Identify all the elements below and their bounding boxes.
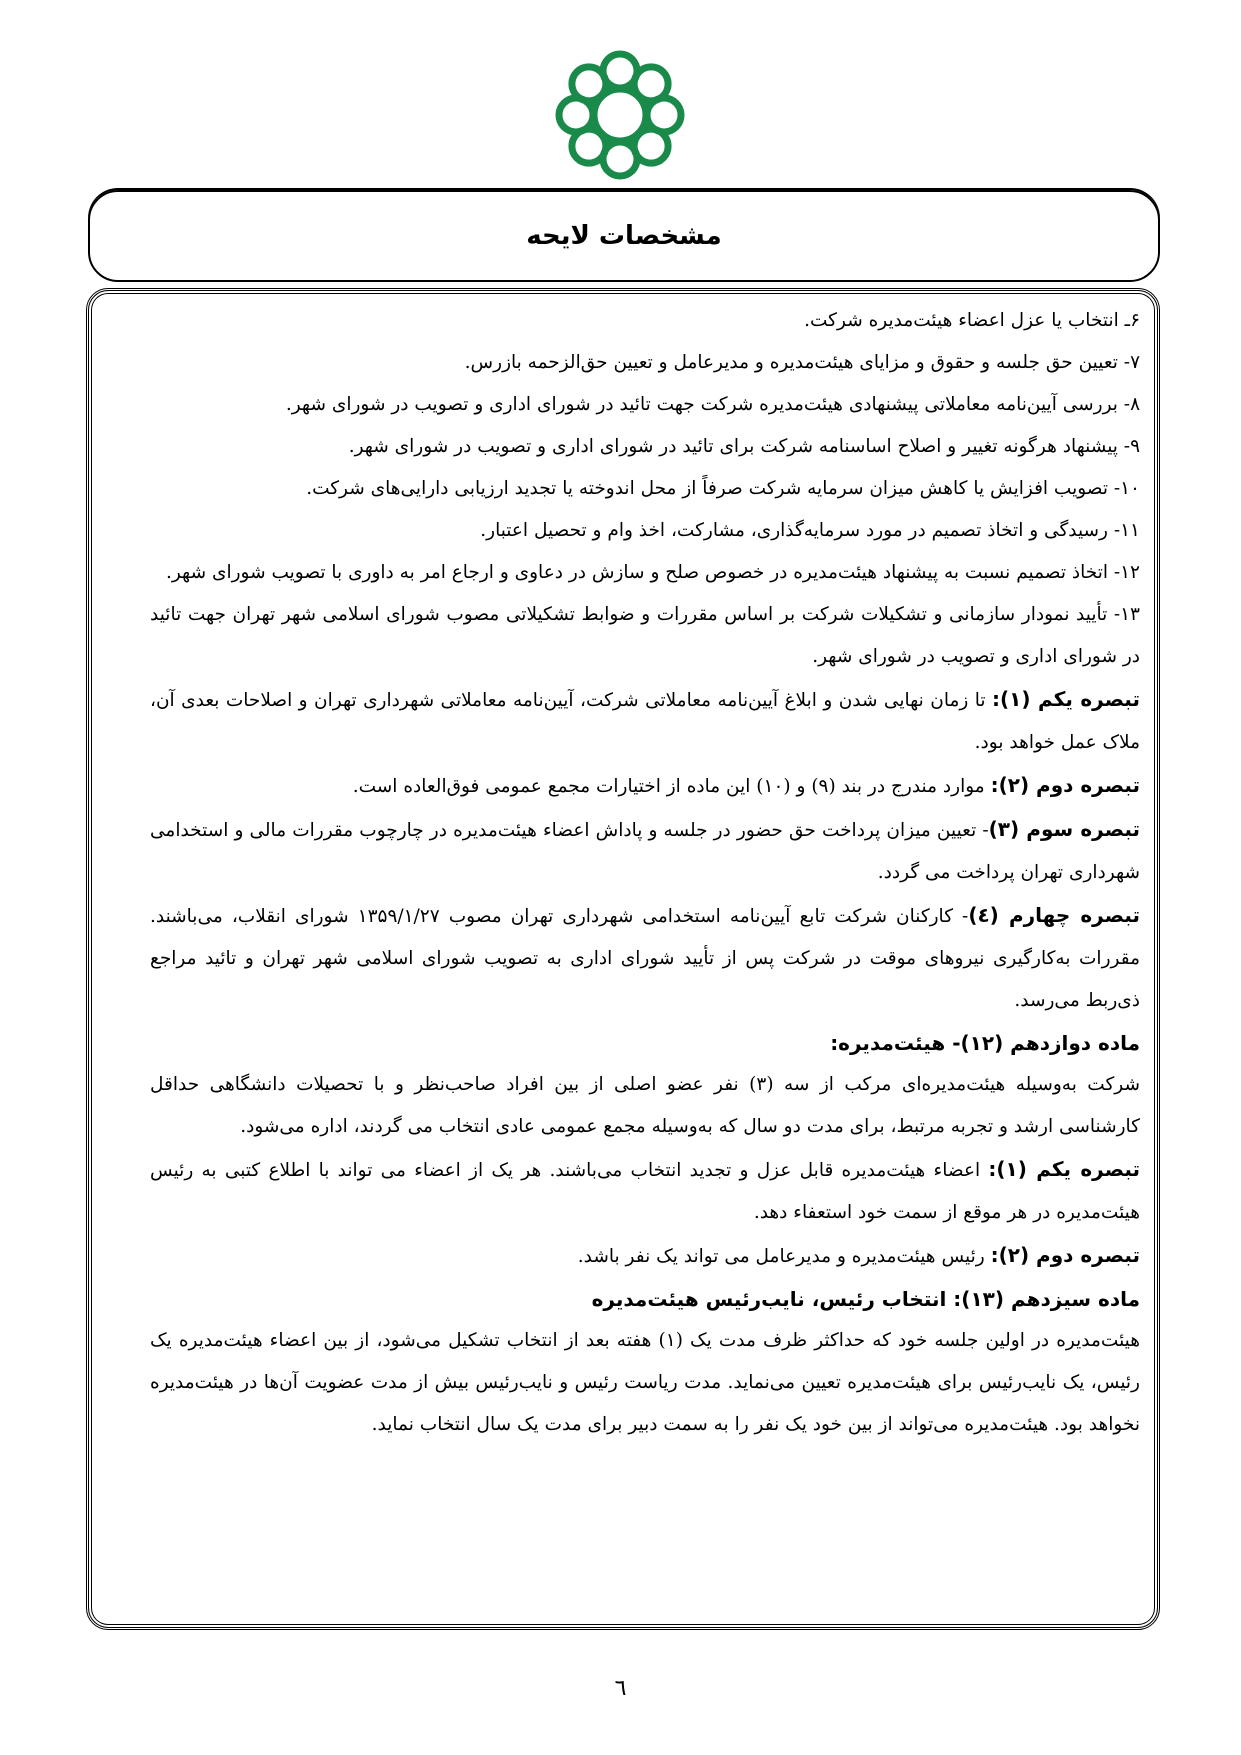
note-paragraph <box>150 808 1140 894</box>
note-paragraph <box>150 678 1140 764</box>
paragraph-text: ۶ـ انتخاب یا عزل اعضاء هیئت‌مدیره شرکت. <box>804 310 1140 331</box>
note-label: تبصره چهارم (٤) <box>968 903 1141 927</box>
note-paragraph <box>150 1148 1140 1234</box>
paragraph-text: ۱۰- تصویب افزایش یا کاهش میزان سرمایه شرکت صرفاً از محل اندوخته یا تجدید ارزیابی دارایی‌های شرکت. <box>306 478 1140 499</box>
article-heading: ماده دوازدهم (۱۲)- هیئت‌مدیره: <box>830 1031 1140 1055</box>
paragraph-text: - کارکنان شرکت تابع آیین‌نامه استخدامی شهرداری تهران مصوب ۱۳۵۹/۱/۲۷ شورای انقلاب، می‌باشند. مقررات به‌کارگیری نیروهای موقت در شرکت پس از تأیید شورای اداری به تصویب شورای اسلامی شهر تهران و تائید مراجع ذی‌ربط می‌رسد. <box>150 906 1140 1011</box>
page-title: مشخصات لایحه <box>526 221 722 251</box>
paragraph-text: ۱۱- رسیدگی و اتخاذ تصمیم در مورد سرمایه‌گذاری، مشارکت، اخذ وام و تحصیل اعتبار. <box>480 520 1140 541</box>
paragraph-text: رئیس هیئت‌مدیره و مدیرعامل می تواند یک نفر باشد. <box>577 1246 991 1267</box>
clause-paragraph <box>150 468 1140 510</box>
note-label: تبصره یکم (۱): <box>988 1157 1140 1181</box>
tehran-city-council-logo <box>553 48 687 182</box>
article-heading: ماده سیزدهم (۱۳): انتخاب رئیس، نایب‌رئیس هیئت‌مدیره <box>591 1287 1140 1311</box>
paragraph-text: هیئت‌مدیره در اولین جلسه خود که حداکثر ظرف مدت یک (۱) هفته بعد از انتخاب تشکیل می‌شود، از بین اعضاء هیئت‌مدیره یک رئیس، یک نایب‌رئیس برای هیئت‌مدیره تعیین می‌نماید. مدت ریاست رئیس و نایب‌رئیس بیش از مدت عضویت آن‌ها در هیئت‌مدیره نخواهد بود. هیئت‌مدیره می‌تواند از بین خود یک نفر را به سمت دبیر برای مدت یک سال انتخاب نماید. <box>150 1330 1140 1435</box>
paragraph-text: تا زمان نهایی شدن و ابلاغ آیین‌نامه معاملاتی شرکت، آیین‌نامه معاملاتی شهرداری تهران و اصلاحات بعدی آن، ملاک عمل خواهد بود. <box>150 690 1140 753</box>
note-label: تبصره یکم (۱): <box>991 687 1140 711</box>
note-label: تبصره دوم (۲): <box>990 1243 1140 1267</box>
note-label: تبصره سوم (۳) <box>988 817 1140 841</box>
clause-paragraph <box>150 342 1140 384</box>
paragraph-text: ۸- بررسی آیین‌نامه معاملاتی پیشنهادی هیئت‌مدیره شرکت جهت تائید در شورای اداری و تصویب در شورای شهر. <box>285 394 1140 415</box>
paragraph-text: ۷- تعیین حق جلسه و حقوق و مزایای هیئت‌مدیره و مدیرعامل و تعیین حق‌الزحمه بازرس. <box>464 352 1140 373</box>
clause-paragraph <box>150 384 1140 426</box>
clause-paragraph <box>150 300 1140 342</box>
note-paragraph <box>150 1234 1140 1278</box>
note-label: تبصره دوم (۲): <box>990 773 1140 797</box>
paragraph-text: - تعیین میزان پرداخت حق حضور در جلسه و پاداش اعضاء هیئت‌مدیره در چارچوب مقررات مالی و استخدامی شهرداری تهران پرداخت می گردد. <box>150 820 1140 883</box>
clause-paragraph <box>150 1320 1140 1446</box>
document-body <box>150 300 1140 1446</box>
clause-paragraph <box>150 510 1140 552</box>
paragraph-text: ۱۳- تأیید نمودار سازمانی و تشکیلات شرکت بر اساس مقررات و ضوابط تشکیلاتی مصوب شورای اسلامی شهر تهران جهت تائید در شورای اداری و تصویب در شورای شهر. <box>150 604 1140 667</box>
paragraph-text: شرکت به‌وسیله هیئت‌مدیره‌ای مرکب از سه (۳) نفر عضو اصلی از بین افراد صاحب‌نظر و با تحصیلات دانشگاهی حداقل کارشناسی ارشد و تجربه مرتبط، برای مدت دو سال که به‌وسیله مجمع عمومی عادی انتخاب می گردند، اداره می‌شود. <box>150 1074 1140 1137</box>
paragraph-text: موارد مندرج در بند (۹) و (۱۰) این ماده از اختیارات مجمع عمومی فوق‌العاده است. <box>352 776 991 797</box>
paragraph-text: اعضاء هیئت‌مدیره قابل عزل و تجدید انتخاب می‌باشند. هر یک از اعضاء می تواند با اطلاع کتبی به رئیس هیئت‌مدیره در هر موقع از سمت خود استعفاء دهد. <box>150 1160 1140 1223</box>
note-paragraph <box>150 894 1140 1022</box>
note-paragraph <box>150 764 1140 808</box>
header-box <box>88 190 1160 282</box>
paragraph-text: ۹- پیشنهاد هرگونه تغییر و اصلاح اساسنامه شرکت برای تائید در شورای اداری و تصویب در شورای شهر. <box>348 436 1140 457</box>
clause-paragraph <box>150 426 1140 468</box>
paragraph-text: ۱۲- اتخاذ تصمیم نسبت به پیشنهاد هیئت‌مدیره در خصوص صلح و سازش در دعاوی و ارجاع امر به داوری با تصویب شورای شهر. <box>165 562 1140 583</box>
clause-paragraph <box>150 594 1140 678</box>
clause-paragraph <box>150 1064 1140 1148</box>
page-number: ٦ <box>614 1676 627 1701</box>
clause-paragraph <box>150 552 1140 594</box>
